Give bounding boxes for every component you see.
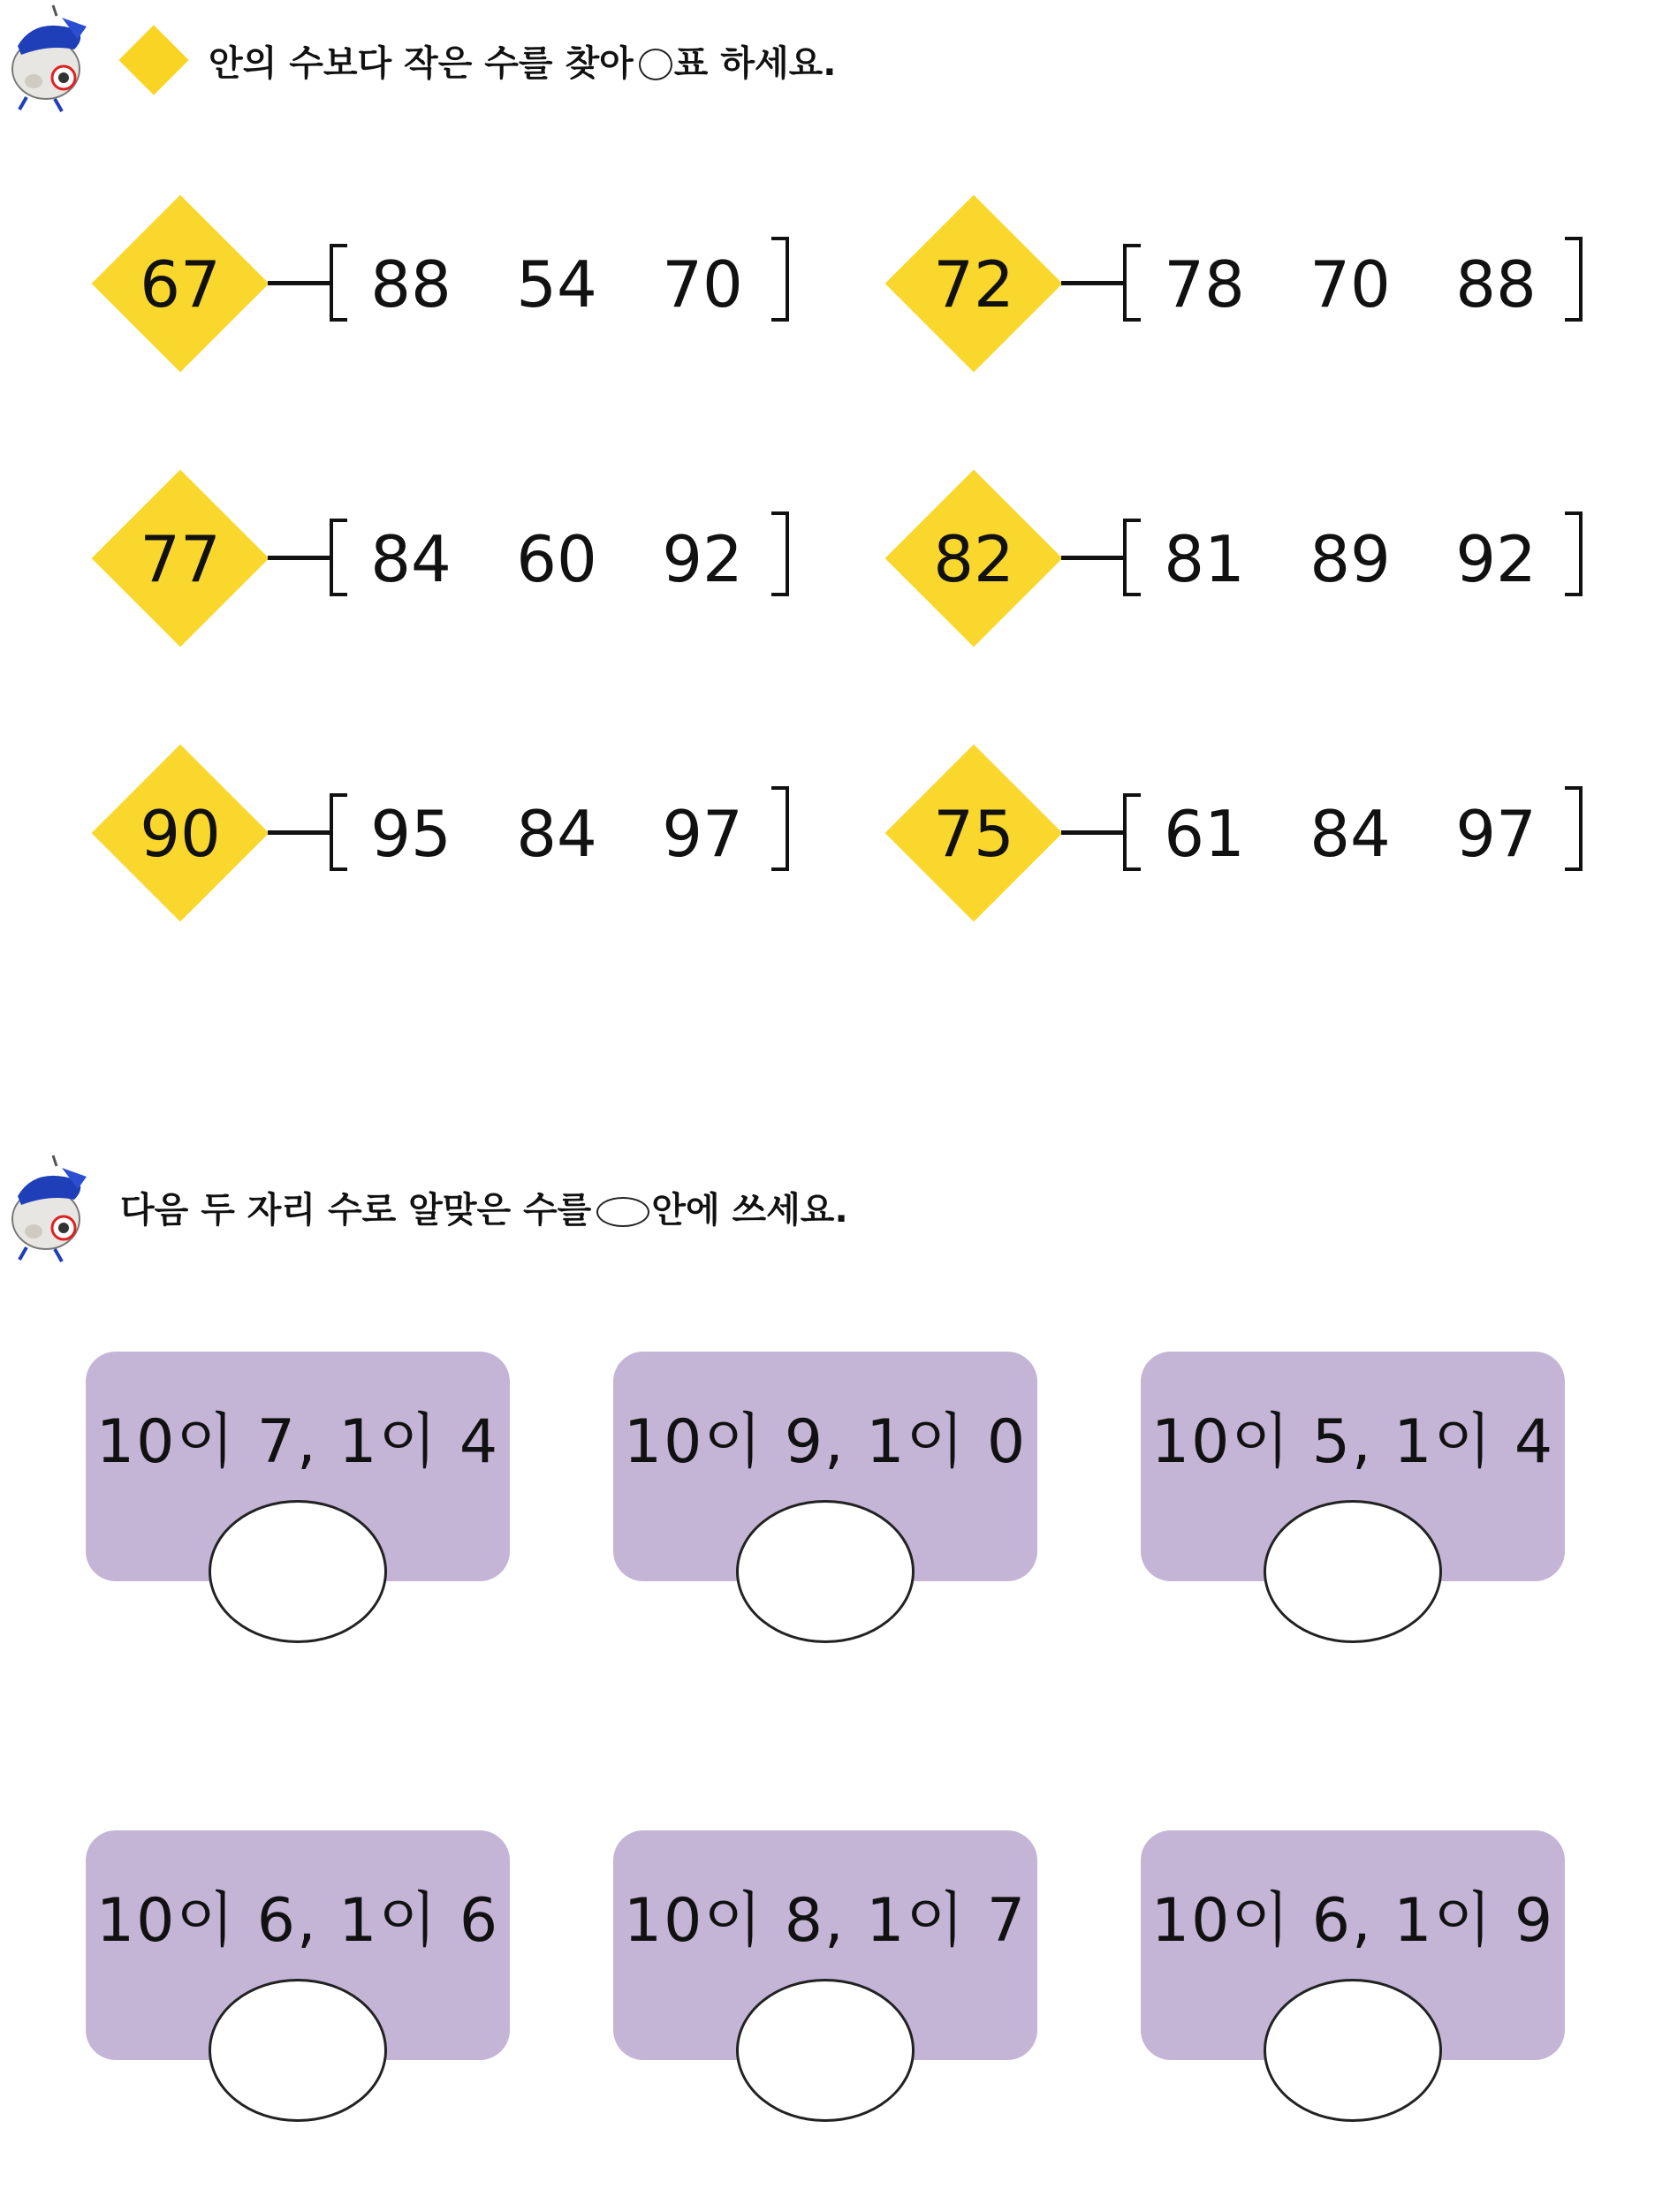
option-number[interactable]: 84 <box>1309 797 1391 871</box>
option-number[interactable]: 84 <box>516 797 597 871</box>
option-number[interactable]: 54 <box>516 247 597 322</box>
section1-instruction: 안의 수보다 작은 수를 찾아 표 하세요. <box>209 43 837 84</box>
card-5 <box>613 1830 1037 2122</box>
problem-5 <box>93 746 817 922</box>
connector-line <box>268 556 331 560</box>
mascot-icon <box>0 1150 97 1265</box>
answer-oval[interactable] <box>209 1979 387 2122</box>
bracket-left <box>1123 244 1141 322</box>
card-6 <box>1141 1830 1565 2122</box>
problem-1 <box>93 196 817 373</box>
answer-oval[interactable] <box>1264 1500 1442 1643</box>
target-number: 90 <box>140 797 221 871</box>
bracket-left <box>330 244 347 322</box>
bracket-left <box>330 519 347 596</box>
target-number: 72 <box>933 247 1014 322</box>
target-number: 82 <box>933 522 1014 596</box>
option-number[interactable]: 95 <box>370 797 452 871</box>
card-text: 10이 7, 1이 4 <box>95 1407 500 1477</box>
answer-oval[interactable] <box>209 1500 387 1643</box>
answer-oval[interactable] <box>736 1500 915 1643</box>
card-3 <box>1141 1352 1565 1643</box>
problem-3 <box>93 471 817 648</box>
option-number[interactable]: 97 <box>1455 797 1537 871</box>
card-text: 10이 6, 1이 6 <box>95 1886 500 1956</box>
option-number[interactable]: 92 <box>1455 522 1537 596</box>
card-text: 10이 8, 1이 7 <box>623 1886 1028 1956</box>
bracket-right <box>771 511 789 596</box>
bracket-left <box>330 793 347 871</box>
target-number: 75 <box>933 797 1014 871</box>
connector-line <box>1061 556 1125 560</box>
card-1 <box>86 1352 510 1643</box>
option-number[interactable]: 70 <box>1309 247 1391 322</box>
mascot-icon <box>0 0 97 115</box>
bracket-right <box>1565 237 1583 322</box>
bracket-right <box>1565 786 1583 871</box>
option-number[interactable]: 88 <box>370 247 452 322</box>
oval-symbol-icon <box>596 1197 649 1227</box>
problem-6 <box>886 746 1611 922</box>
bracket-right <box>771 786 789 871</box>
connector-line <box>268 281 331 285</box>
option-number[interactable]: 61 <box>1164 797 1245 871</box>
card-4 <box>86 1830 510 2122</box>
target-number: 67 <box>140 247 221 322</box>
section2-instruction: 다음 두 자리 수로 알맞은 수를 안에 쓰세요. <box>120 1190 848 1231</box>
option-number[interactable]: 88 <box>1455 247 1537 322</box>
bracket-left <box>1123 519 1141 596</box>
target-number: 77 <box>140 522 221 596</box>
card-2 <box>613 1352 1037 1643</box>
connector-line <box>1061 830 1125 835</box>
bracket-left <box>1123 793 1141 871</box>
problem-2 <box>886 196 1611 373</box>
circle-symbol-icon <box>639 49 672 80</box>
card-text: 10이 9, 1이 0 <box>623 1407 1028 1477</box>
answer-oval[interactable] <box>736 1979 915 2122</box>
option-number[interactable]: 70 <box>662 247 743 322</box>
connector-line <box>268 830 331 835</box>
problem-4 <box>886 471 1611 648</box>
bracket-right <box>771 237 789 322</box>
option-number[interactable]: 84 <box>370 522 452 596</box>
option-number[interactable]: 60 <box>516 522 597 596</box>
option-number[interactable]: 92 <box>662 522 743 596</box>
diamond-bullet-icon <box>118 25 188 95</box>
option-number[interactable]: 78 <box>1164 247 1245 322</box>
connector-line <box>1061 281 1125 285</box>
card-text: 10이 6, 1이 9 <box>1150 1886 1555 1956</box>
option-number[interactable]: 81 <box>1164 522 1245 596</box>
bracket-right <box>1565 511 1583 596</box>
answer-oval[interactable] <box>1264 1979 1442 2122</box>
card-text: 10이 5, 1이 4 <box>1150 1407 1555 1477</box>
option-number[interactable]: 97 <box>662 797 743 871</box>
option-number[interactable]: 89 <box>1309 522 1391 596</box>
